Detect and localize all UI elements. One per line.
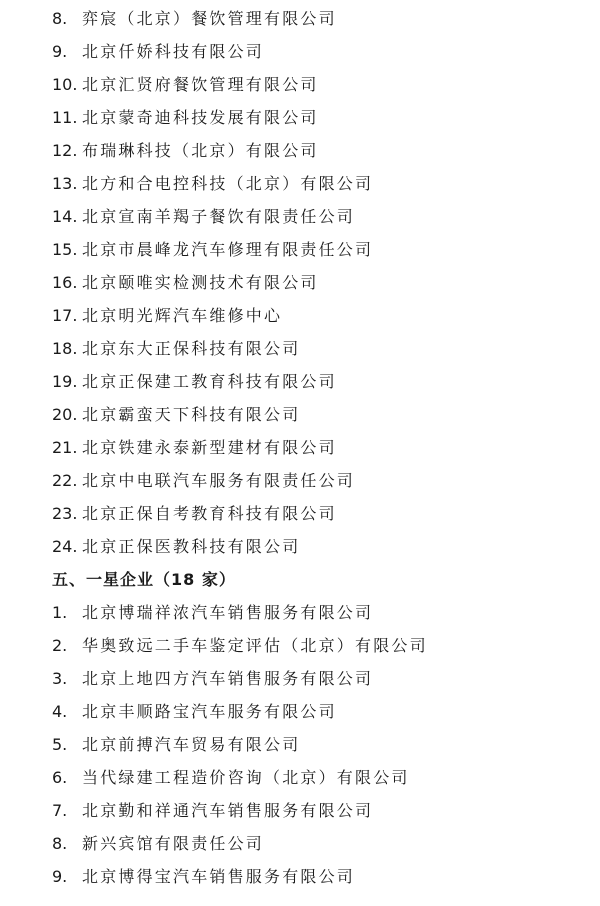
document-page: [0, 2, 600, 893]
list-item: [0, 35, 600, 68]
item-number: 11.: [52, 108, 78, 127]
list-item: [0, 662, 600, 695]
list-item: [0, 101, 600, 134]
company-name: 北京宣南羊羯子餐饮有限责任公司: [82, 207, 356, 226]
section-heading: 五、一星企业（18 家）: [52, 570, 236, 589]
company-name: 北京中电联汽车服务有限责任公司: [82, 471, 356, 490]
item-number: 7.: [52, 801, 68, 820]
list-item: [0, 860, 600, 893]
company-name: 北京前搏汽车贸易有限公司: [82, 735, 301, 754]
item-number: 5.: [52, 735, 68, 754]
company-name: 北京颐唯实检测技术有限公司: [82, 273, 319, 292]
list-item: [0, 827, 600, 860]
list-item: [0, 761, 600, 794]
item-number: 10.: [52, 75, 78, 94]
list-item: [0, 596, 600, 629]
list-item: [0, 233, 600, 266]
item-number: 18.: [52, 339, 78, 358]
company-name: 北京铁建永泰新型建材有限公司: [82, 438, 337, 457]
list-item: [0, 530, 600, 563]
item-number: 8.: [52, 9, 68, 28]
item-number: 22.: [52, 471, 78, 490]
company-name: 北京汇贤府餐饮管理有限公司: [82, 75, 319, 94]
company-name: 北京正保自考教育科技有限公司: [82, 504, 337, 523]
item-number: 9.: [52, 867, 68, 886]
company-name: 北京上地四方汽车销售服务有限公司: [82, 669, 374, 688]
item-number: 15.: [52, 240, 78, 259]
company-name: 新兴宾馆有限责任公司: [82, 834, 265, 853]
company-name: 华奥致远二手车鉴定评估（北京）有限公司: [82, 636, 428, 655]
company-name: 北京丰顺路宝汽车服务有限公司: [82, 702, 337, 721]
list-item: [0, 68, 600, 101]
item-number: 19.: [52, 372, 78, 391]
item-number: 6.: [52, 768, 68, 787]
list-item: [0, 167, 600, 200]
list-item: [0, 398, 600, 431]
list-item: [0, 200, 600, 233]
company-name: 布瑞琳科技（北京）有限公司: [82, 141, 319, 160]
item-number: 9.: [52, 42, 68, 61]
company-name: 北京蒙奇迪科技发展有限公司: [82, 108, 319, 127]
company-name: 北京明光辉汽车维修中心: [82, 306, 283, 325]
item-number: 3.: [52, 669, 68, 688]
company-name: 北京博得宝汽车销售服务有限公司: [82, 867, 356, 886]
list-item: [0, 431, 600, 464]
list-item: [0, 497, 600, 530]
list-item: [0, 299, 600, 332]
company-name: 北京勤和祥通汽车销售服务有限公司: [82, 801, 374, 820]
item-number: 23.: [52, 504, 78, 523]
list-item: [0, 134, 600, 167]
item-number: 4.: [52, 702, 68, 721]
item-number: 24.: [52, 537, 78, 556]
item-number: 17.: [52, 306, 78, 325]
item-number: 20.: [52, 405, 78, 424]
company-name: 北方和合电控科技（北京）有限公司: [82, 174, 374, 193]
list-item: [0, 266, 600, 299]
list-item: [0, 794, 600, 827]
item-number: 13.: [52, 174, 78, 193]
company-name: 北京正保建工教育科技有限公司: [82, 372, 337, 391]
company-name: 当代绿建工程造价咨询（北京）有限公司: [82, 768, 410, 787]
company-name: 北京正保医教科技有限公司: [82, 537, 301, 556]
list-item: [0, 695, 600, 728]
company-name: 北京市晨峰龙汽车修理有限责任公司: [82, 240, 374, 259]
item-number: 8.: [52, 834, 68, 853]
item-number: 14.: [52, 207, 78, 226]
list-item: [0, 2, 600, 35]
list-item: [0, 365, 600, 398]
item-number: 12.: [52, 141, 78, 160]
item-number: 21.: [52, 438, 78, 457]
item-number: 1.: [52, 603, 68, 622]
list-item: [0, 464, 600, 497]
company-name: 北京东大正保科技有限公司: [82, 339, 301, 358]
list-item: [0, 332, 600, 365]
company-name: 弈宸（北京）餐饮管理有限公司: [82, 9, 337, 28]
company-name: 北京仟娇科技有限公司: [82, 42, 265, 61]
company-name: 北京霸蛮天下科技有限公司: [82, 405, 301, 424]
item-number: 16.: [52, 273, 78, 292]
list-item: [0, 728, 600, 761]
company-name: 北京博瑞祥浓汽车销售服务有限公司: [82, 603, 374, 622]
list-item: [0, 629, 600, 662]
item-number: 2.: [52, 636, 68, 655]
